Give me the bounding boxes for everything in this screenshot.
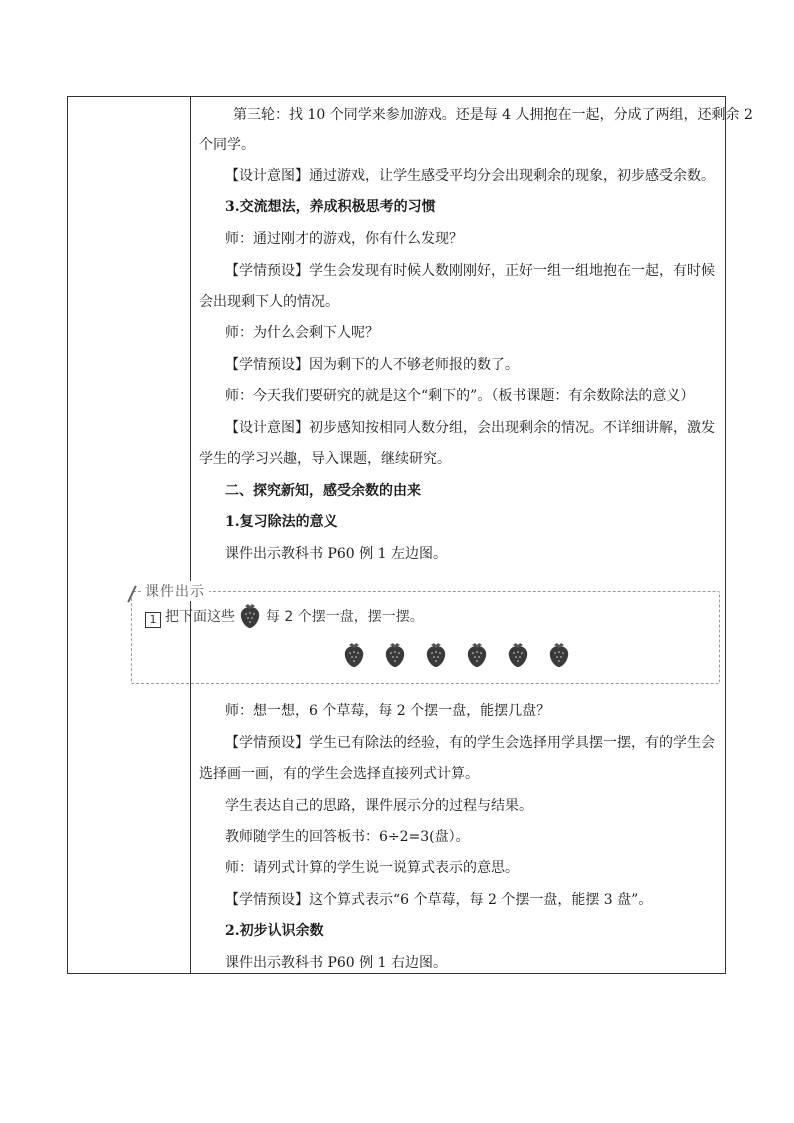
left-column	[68, 97, 191, 973]
text-line: 选择画一画，有的学生会选择直接列式计算。	[199, 766, 479, 782]
strawberry-icon	[548, 642, 570, 668]
text-line: 师：通过刚才的游戏，你有什么发现？	[225, 231, 463, 247]
text-line: 课件出示教科书 P60 例 1 左边图。	[225, 546, 447, 562]
strawberry-icon	[239, 603, 261, 629]
strawberry-icon	[343, 642, 365, 668]
courseware-panel	[131, 583, 722, 686]
text-line: 【学情预设】因为剩下的人不够老师报的数了。	[225, 357, 519, 373]
section-heading: 2.初步认识余数	[225, 923, 324, 939]
text-line: 【学情预设】学生已有除法的经验，有的学生会选择用学具摆一摆，有的学生会	[225, 735, 715, 751]
text-line: 教师随学生的回答板书：6÷2=3(盘）。	[225, 829, 470, 845]
problem-text-before: 把下面这些	[165, 609, 235, 625]
section-heading: 1.复习除法的意义	[225, 514, 338, 530]
strawberry-icon	[425, 642, 447, 668]
problem-text-after: 每 2 个摆一盘，摆一摆。	[265, 609, 424, 625]
courseware-tab: 课件出示	[141, 581, 209, 601]
strawberry-row	[343, 642, 584, 668]
strawberry-icon	[466, 642, 488, 668]
text-line: 师：请列式计算的学生说一说算式表示的意思。	[225, 860, 519, 876]
text-line: 学生的学习兴趣，导入课题，继续研究。	[199, 451, 451, 467]
text-line: 课件出示教科书 P60 例 1 右边图。	[225, 955, 447, 971]
text-line: 师：想一想，6 个草莓，每 2 个摆一盘，能摆几盘？	[225, 703, 551, 719]
section-heading: 二、探究新知，感受余数的由来	[225, 483, 421, 499]
text-line: 【学情预设】这个算式表示“6 个草莓，每 2 个摆一盘，能摆 3 盘”。	[225, 892, 653, 908]
strawberry-icon	[507, 642, 529, 668]
text-line: 【设计意图】初步感知按相同人数分组，会出现剩余的情况。不详细讲解，激发	[225, 420, 715, 436]
text-line: 学生表达自己的思路，课件展示分的过程与结果。	[225, 798, 533, 814]
problem-number: 1	[145, 612, 161, 628]
courseware-question	[145, 603, 424, 629]
text-line: 师：今天我们要研究的就是这个“剩下的”。（板书课题：有余数除法的意义）	[225, 388, 695, 404]
section-heading: 3.交流想法，养成积极思考的习惯	[225, 199, 436, 215]
text-line: 会出现剩下人的情况。	[199, 294, 339, 310]
text-line: 个同学。	[199, 137, 255, 153]
text-line: 第三轮：找 10 个同学来参加游戏。还是每 4 人拥抱在一起，分成了两组，还剩余 2	[233, 107, 753, 123]
text-line: 【学情预设】学生会发现有时候人数刚刚好，正好一组一组地抱在一起，有时候	[225, 263, 715, 279]
strawberry-icon	[384, 642, 406, 668]
text-line: 师：为什么会剩下人呢？	[225, 325, 379, 341]
text-line: 【设计意图】通过游戏，让学生感受平均分会出现剩余的现象，初步感受余数。	[225, 168, 715, 184]
